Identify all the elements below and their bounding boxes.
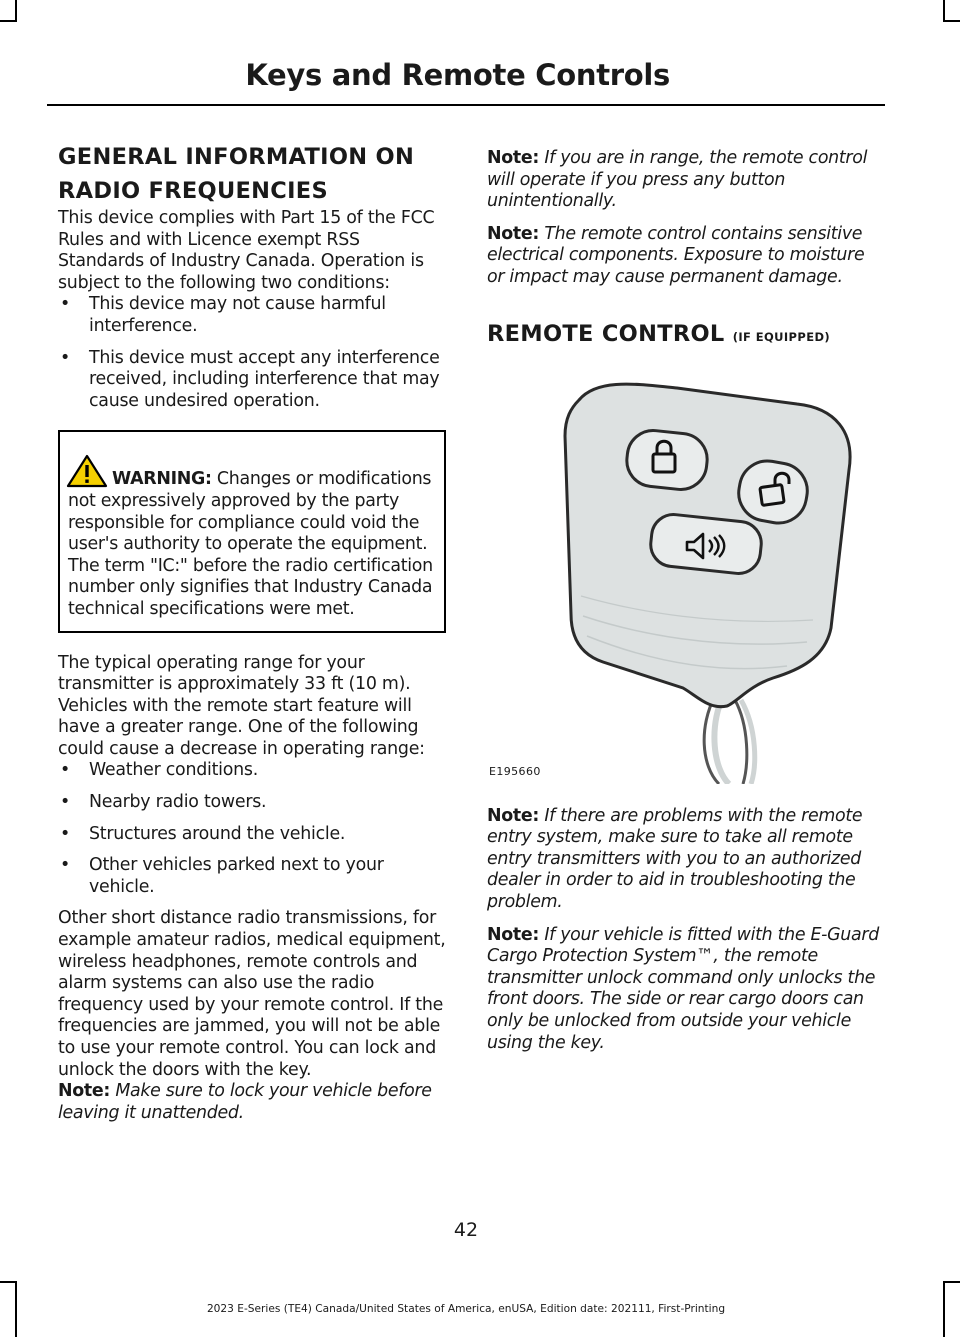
page-header-title: Keys and Remote Controls — [245, 58, 670, 92]
range-factors-list — [58, 760, 446, 898]
crop-mark — [0, 1281, 17, 1283]
crop-mark — [15, 0, 17, 22]
bullet: • — [60, 347, 71, 368]
crop-mark — [0, 20, 17, 22]
warning-box — [58, 430, 446, 632]
list-item: • Weather conditions. — [60, 760, 258, 781]
crop-mark — [943, 1281, 960, 1283]
section-title-remote-control: REMOTE CONTROL (IF EQUIPPED) — [487, 320, 831, 347]
list-item: • Other vehicles parked next to your vehicle. — [60, 855, 384, 897]
warning-label: WARNING: — [112, 469, 212, 490]
page-footer: 2023 E-Series (TE4) Canada/United States of America, enUSA, Edition date: 202111, First-Printing — [206, 1303, 726, 1315]
remote-control-figure — [487, 366, 879, 784]
panic-button — [649, 512, 764, 575]
note-range: Note: If you are in range, the remote control will operate if you press any button unintentionally. — [487, 148, 868, 212]
conditions-list — [58, 294, 446, 412]
list-item: • This device may not cause harmful interference. — [60, 294, 386, 336]
remote-control-illustration — [487, 366, 879, 784]
header-divider — [47, 104, 885, 106]
intro-paragraph: This device complies with Part 15 of the FCC Rules and with Licence exempt RSS Standards of Industry Canada. Operation is subject to the following two conditions: — [58, 208, 435, 293]
note-e-guard: Note: If your vehicle is fitted with the E-Guard Cargo Protection System™, the remote transmitter unlock command only unlocks the front doors. The side or rear cargo doors can only be unlocked from outside your vehicle using the key. — [487, 924, 879, 1053]
bullet: • — [60, 760, 71, 781]
lock-button — [624, 428, 709, 492]
list-item: • Structures around the vehicle. — [60, 823, 346, 844]
list-item: • This device must accept any interference received, including interference that may cause undesired operation. — [60, 347, 440, 411]
range-paragraph: The typical operating range for your transmitter is approximately 33 ft (10 m). Vehicles with the remote start feature will have a greater range. One of the following could cause a decrease in operating range: — [58, 652, 425, 759]
left-column — [58, 140, 446, 1135]
section-title-radio-frequencies: GENERAL INFORMATION ON RADIO FREQUENCIES — [58, 144, 415, 204]
note-remote-entry-problems: Note: If there are problems with the remote entry system, make sure to take all remote entry transmitters with you to an authorized dealer in order to aid in troubleshooting the problem. — [487, 805, 863, 912]
bullet: • — [60, 823, 71, 844]
warning-text: Changes or modifications not expressively approved by the party responsible for compliance could void the user's authority to operate the equipment. The term "IC:" before the radio certification number only signifies that Industry Canada technical specifications were met. — [68, 469, 433, 619]
page-number: 42 — [453, 1219, 479, 1241]
bullet: • — [60, 792, 71, 813]
warning-triangle-icon — [66, 454, 108, 488]
crop-mark — [943, 0, 945, 22]
figure-code: E195660 — [489, 764, 541, 778]
crop-mark — [943, 1281, 945, 1337]
interference-paragraph: Other short distance radio transmissions, for example amateur radios, medical equipment, wireless headphones, remote controls and alarm systems can also use the radio frequency used by your remote control. If the frequencies are jammed, you will not be able to use your remote control. You can lock and unlock the doors with the key. — [58, 908, 446, 1080]
right-column — [487, 148, 882, 1065]
note-sensitive-components: Note: The remote control contains sensitive electrical components. Exposure to moisture or impact may cause permanent damage. — [487, 223, 865, 287]
list-item: • Nearby radio towers. — [60, 792, 267, 813]
bullet: • — [60, 294, 71, 315]
bullet: • — [60, 855, 71, 876]
note-lock-vehicle: Note: Make sure to lock your vehicle before leaving it unattended. — [58, 1081, 432, 1123]
crop-mark — [943, 20, 960, 22]
